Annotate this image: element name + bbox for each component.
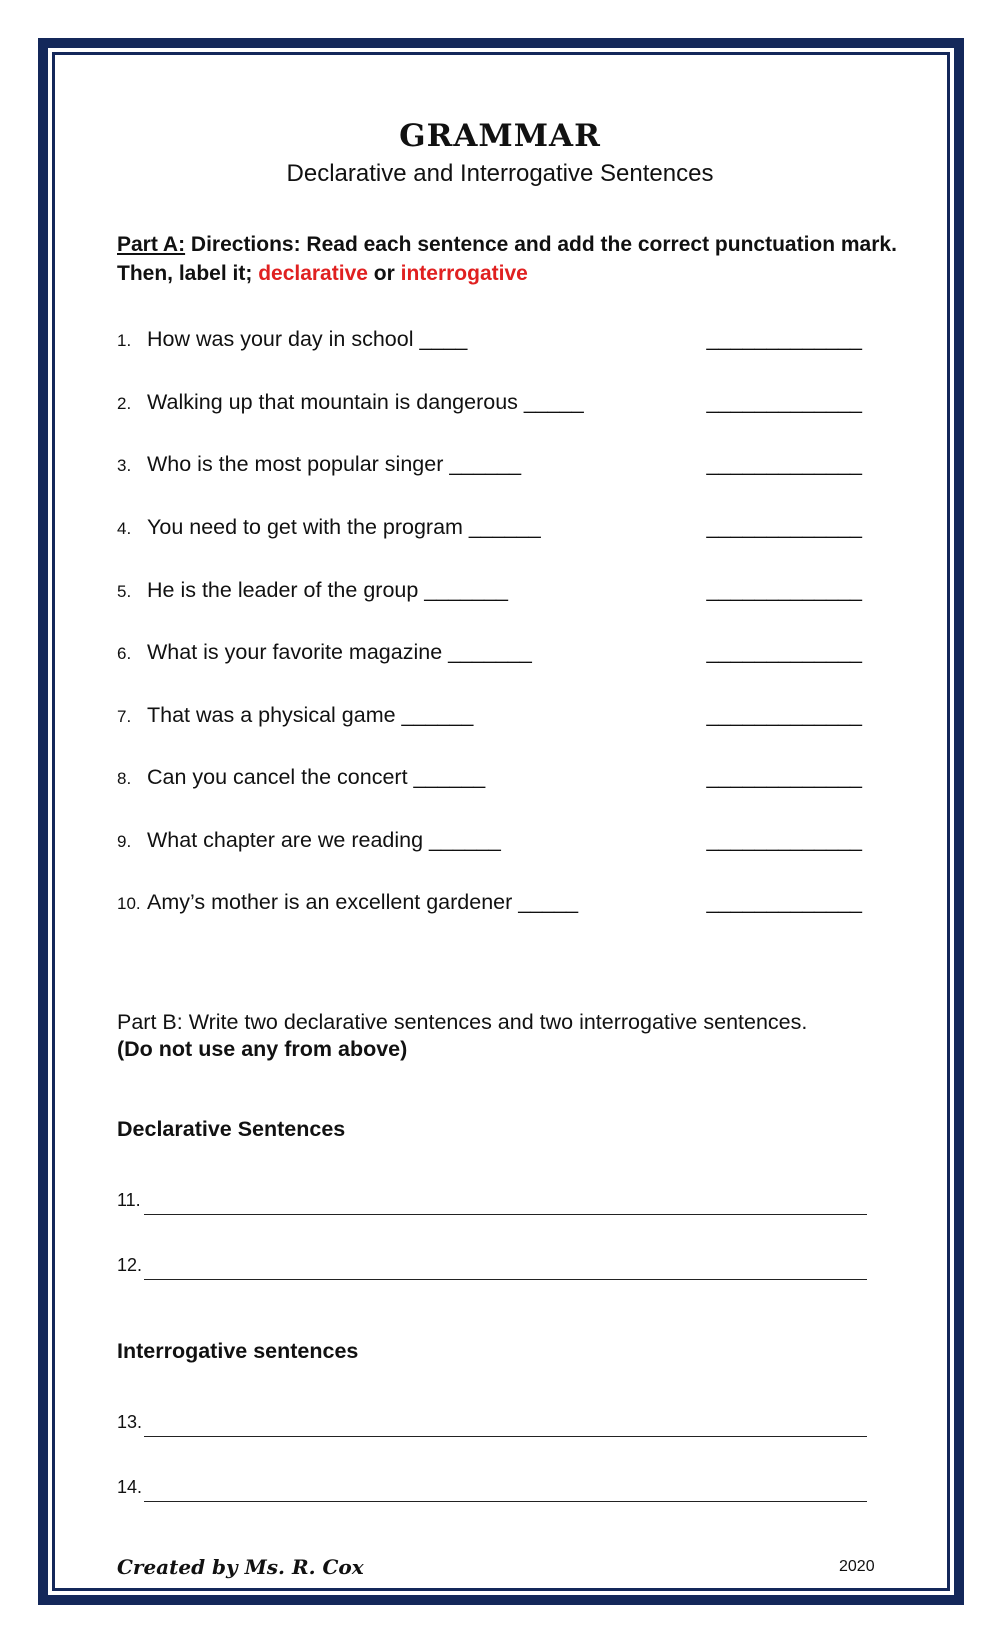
- question-number: 4.: [117, 519, 132, 538]
- answer-blank[interactable]: _____________: [706, 515, 862, 539]
- question-row: [117, 515, 862, 545]
- writing-line-row: [117, 1251, 867, 1281]
- question-text: How was your day in school ____: [147, 327, 468, 351]
- writing-line-row: [117, 1473, 867, 1503]
- writing-line-row: [117, 1408, 867, 1438]
- question-text: Can you cancel the concert ______: [147, 765, 486, 789]
- worksheet-title: GRAMMAR: [399, 118, 601, 154]
- keyword-declarative: declarative: [258, 262, 368, 285]
- question-number: 8.: [117, 769, 132, 788]
- question-row: [117, 828, 862, 858]
- author-credit: Created by Ms. R. Cox: [117, 1555, 364, 1579]
- question-text: Who is the most popular singer ______: [147, 452, 522, 476]
- answer-blank[interactable]: _____________: [706, 452, 862, 476]
- question-number: 6.: [117, 644, 132, 663]
- part-a-label: Part A:: [117, 233, 186, 256]
- question-row: [117, 703, 862, 733]
- part-b-note: (Do not use any from above): [117, 1037, 408, 1061]
- question-number: 7.: [117, 707, 132, 726]
- question-number: 9.: [117, 832, 132, 851]
- directions-or: or: [367, 262, 401, 285]
- question-text: What chapter are we reading ______: [147, 828, 501, 852]
- question-text: You need to get with the program ______: [147, 515, 541, 539]
- answer-blank[interactable]: _____________: [706, 640, 862, 664]
- declarative-heading: Declarative Sentences: [117, 1117, 346, 1141]
- question-number: 5.: [117, 582, 132, 601]
- question-row: [117, 327, 862, 357]
- part-b-text: Part B: Write two declarative sentences and two interrogative sentences.: [117, 1010, 808, 1034]
- question-row: [117, 578, 862, 608]
- question-row: [117, 390, 862, 420]
- question-text: That was a physical game ______: [147, 703, 474, 727]
- answer-blank[interactable]: _____________: [706, 703, 862, 727]
- question-text: He is the leader of the group _______: [147, 578, 508, 602]
- line-number: 13.: [117, 1412, 143, 1432]
- part-b-instructions: [117, 1009, 897, 1063]
- worksheet-subtitle: Declarative and Interrogative Sentences: [286, 160, 714, 187]
- question-number: 2.: [117, 394, 132, 413]
- question-text: Amy’s mother is an excellent gardener _____: [147, 890, 579, 914]
- writing-line[interactable]: [144, 1436, 867, 1437]
- question-row: [117, 640, 862, 670]
- question-row: [117, 452, 862, 482]
- writing-line[interactable]: [144, 1279, 867, 1280]
- line-number: 14.: [117, 1477, 143, 1497]
- writing-line[interactable]: [144, 1501, 867, 1502]
- answer-blank[interactable]: _____________: [706, 828, 862, 852]
- question-row: [117, 765, 862, 795]
- answer-blank[interactable]: _____________: [706, 327, 862, 351]
- directions-text: Directions: Read each sentence and add the correct punctuation mark. Then, label it;: [117, 233, 897, 285]
- writing-line[interactable]: [144, 1214, 867, 1215]
- question-number: 3.: [117, 456, 132, 475]
- question-number: 1.: [117, 331, 132, 350]
- answer-blank[interactable]: _____________: [706, 390, 862, 414]
- part-a-directions: [117, 230, 897, 288]
- footer-year: 2020: [839, 1558, 875, 1575]
- answer-blank[interactable]: _____________: [706, 890, 862, 914]
- writing-line-row: [117, 1186, 867, 1216]
- keyword-interrogative: interrogative: [400, 262, 528, 285]
- question-number: 10.: [117, 894, 141, 913]
- line-number: 11.: [117, 1190, 141, 1210]
- question-text: Walking up that mountain is dangerous _____: [147, 390, 584, 414]
- answer-blank[interactable]: _____________: [706, 765, 862, 789]
- answer-blank[interactable]: _____________: [706, 578, 862, 602]
- interrogative-heading: Interrogative sentences: [117, 1339, 359, 1363]
- line-number: 12.: [117, 1255, 143, 1275]
- question-row: [117, 890, 862, 920]
- question-text: What is your favorite magazine _______: [147, 640, 532, 664]
